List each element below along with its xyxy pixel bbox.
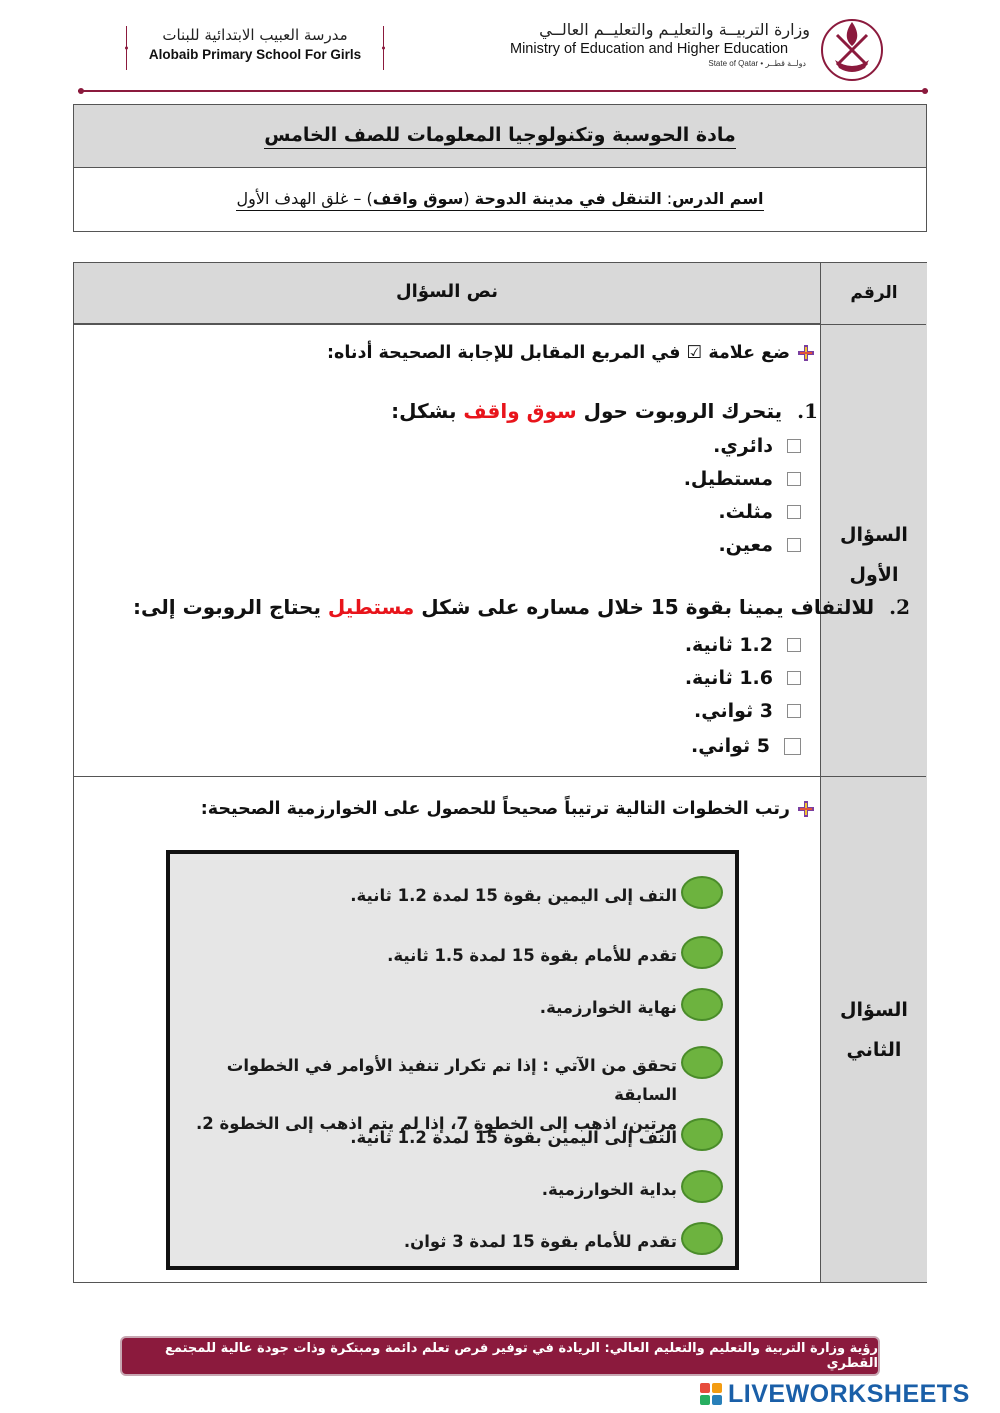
ornament-icon [125,26,128,70]
ministry-block [510,20,810,68]
q1-item1-highlight: سوق واقف [463,399,577,423]
header-divider-line [74,324,926,325]
lesson-name: التنقل في مدينة الدوحة [474,188,662,208]
step-text: نهاية الخوارزمية. [539,998,677,1017]
q1-item1-stem [391,399,818,423]
checkbox[interactable] [787,439,801,453]
star-bullet-icon [796,799,816,819]
row-divider [74,776,926,777]
checkbox[interactable] [787,704,801,718]
lesson-place: سوق واقف [372,188,464,208]
algorithm-step[interactable] [350,1118,723,1152]
step-text: التف إلى اليمين بقوة 15 لمدة 1.2 ثانية. [350,886,677,905]
option-label: دائري. [713,435,773,457]
title-table [73,104,927,232]
q1-item2-after: يحتاج الروبوت إلى: [133,595,321,619]
checkbox[interactable] [787,638,801,652]
step-text: تقدم للأمام بقوة 15 لمدة 1.5 ثانية. [387,946,677,965]
algorithm-step[interactable] [542,1170,723,1204]
option-label: 3 ثواني. [694,700,773,722]
school-name-ar: مدرسة العبيب الابتدائية للبنات [162,26,348,44]
algorithm-step[interactable] [540,988,723,1022]
drop-target-circle[interactable] [681,1046,723,1079]
questions-table [73,262,927,1283]
checkbox[interactable] [787,472,801,486]
lesson-suffix: – غلق الهدف الأول [236,188,362,208]
drop-target-circle[interactable] [681,1118,723,1151]
q1-item2-highlight: مستطيل [327,595,415,619]
q1-item2-option[interactable] [694,700,801,722]
drop-target-circle[interactable] [681,1170,723,1203]
q2-label-line2: الثاني [846,1039,902,1061]
school-block [125,26,385,62]
liveworksheets-wordmark: LIVEWORKSHEETS [728,1379,970,1408]
q1-item2-option[interactable] [685,667,801,689]
state-of-qatar: State of Qatar • دولــة قطــر [708,59,806,68]
option-label: مستطيل. [683,468,773,490]
q1-item2-stem [133,595,910,619]
column-header-question: نص السؤال [396,281,498,302]
step-text: التف إلى اليمين بقوة 15 لمدة 1.2 ثانية. [350,1128,677,1147]
checkbox[interactable] [787,671,801,685]
algorithm-steps-box [166,850,739,1270]
step-text-line2: مرتين، اذهب إلى الخطوة 7، إذا لم يتم اذهب إلى الخطوة 2. [196,1114,677,1133]
column-header-number: الرقم [850,283,898,303]
q1-item2-number: 2. [889,595,910,619]
step-text: تقدم للأمام بقوة 15 لمدة 3 ثوان. [403,1232,677,1251]
q1-item2-before: للالتفاف يمينا بقوة 15 خلال مساره على شكل [421,595,875,619]
checkbox[interactable] [787,538,801,552]
drop-target-circle[interactable] [681,936,723,969]
vision-banner [122,1338,878,1374]
liveworksheets-icon [700,1383,722,1405]
drop-target-circle[interactable] [681,988,723,1021]
q1-item1-option[interactable] [684,468,801,490]
option-label: 1.6 ثانية. [684,667,773,689]
page-header [0,0,1000,100]
q1-item1-option[interactable] [718,501,801,523]
algorithm-step[interactable] [404,1222,723,1256]
option-label: 1.2 ثانية. [684,634,773,656]
q1-item2-option[interactable] [685,634,801,656]
lesson-label: اسم الدرس [672,188,764,208]
checkbox[interactable] [787,505,801,519]
liveworksheets-logo[interactable] [700,1378,970,1410]
q1-item1-option[interactable] [718,534,801,556]
drop-target-circle[interactable] [681,1222,723,1255]
q1-label [821,515,927,595]
algorithm-step[interactable] [387,936,723,970]
checkbox[interactable] [784,738,801,755]
q1-instruction-text: ضع علامة ☑ في المربع المقابل للإجابة الصحيحة أدناه: [327,343,790,363]
step-text: بداية الخوارزمية. [541,1180,677,1199]
ministry-name-ar: وزارة التربيــة والتعليـم والتعليــم العالــي [539,20,810,39]
step-text-line1: تحقق من الآتي : إذا تم تكرار تنفيذ الأوامر في الخطوات السابقة [226,1056,677,1104]
q1-label-line1: السؤال [840,524,908,546]
q2-label-line1: السؤال [840,999,908,1021]
q1-item1-option[interactable] [713,435,801,457]
q2-instruction [201,799,816,819]
ornament-icon [382,26,385,70]
ministry-name-en: Ministry of Education and Higher Education [510,41,789,57]
drop-target-circle[interactable] [681,876,723,909]
number-column [821,263,927,1282]
vision-text: رؤية وزارة التربية والتعليم والتعليم العالي: الريادة في توفير فرص تعلم دائمة ومبتكرة وذات جودة عالية للمجتمع القطري [164,1341,878,1371]
subject-title: مادة الحوسبة وتكنولوجيا المعلومات للصف الخامس [264,124,736,149]
lesson-row [74,168,926,231]
q1-item1-number: 1. [797,399,818,423]
q2-instruction-text: رتب الخطوات التالية ترتيباً صحيحاً للحصول على الخوارزمية الصحيحة: [200,799,790,819]
column-divider [820,263,821,1282]
star-bullet-icon [796,343,816,363]
qatar-emblem-icon [815,10,890,90]
header-divider [78,88,928,94]
q1-item1-before: يتحرك الروبوت حول [583,399,783,423]
q1-item2-option[interactable] [691,735,801,757]
option-label: 5 ثواني. [691,735,770,757]
option-label: مثلث. [718,501,773,523]
q2-label [821,990,927,1070]
subject-row [74,105,926,168]
q1-item1-after: بشكل: [391,399,457,423]
option-label: معين. [718,534,773,556]
algorithm-step[interactable] [350,876,723,910]
q1-label-line2: الأول [849,564,899,586]
school-name-en: Alobaib Primary School For Girls [148,47,362,62]
q1-instruction [327,343,816,363]
lesson-title: اسم الدرس: التنقل في مدينة الدوحة (سوق واقف) – غلق الهدف الأول [236,189,763,211]
